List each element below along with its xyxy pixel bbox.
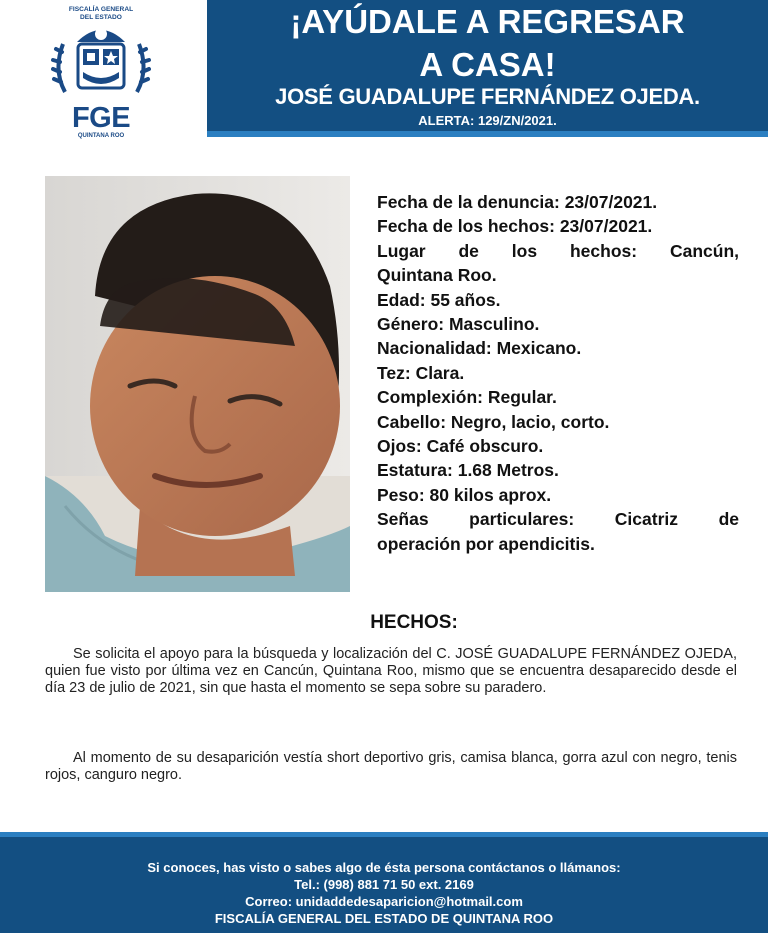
detail-marks: Señas particulares: Cicatriz de xyxy=(377,509,739,530)
detail-nationality: Nacionalidad: Mexicano. xyxy=(377,338,582,359)
detail-build: Complexión: Regular. xyxy=(377,387,557,408)
logo-agency-line2: DEL ESTADO xyxy=(80,13,122,21)
detail-weight: Peso: 80 kilos aprox. xyxy=(377,484,552,505)
detail-height: Estatura: 1.68 Metros. xyxy=(377,460,559,481)
hechos-paragraph-2: Al momento de su desaparición vestía short deportivo gris, camisa blanca, gorra azul con negro, tenis rojos, canguro negro. xyxy=(45,750,737,784)
missing-person-photo xyxy=(45,176,350,592)
hechos-title: HECHOS: xyxy=(370,612,458,633)
header-banner xyxy=(207,0,768,137)
missing-person-name: JOSÉ GUADALUPE FERNÁNDEZ OJEDA. xyxy=(275,84,700,109)
detail-gender: Género: Masculino. xyxy=(377,314,540,335)
alert-number: ALERTA: 129/ZN/2021. xyxy=(418,113,557,128)
banner-title-line1: ¡AYÚDALE A REGRESAR xyxy=(290,3,685,40)
detail-marks-cont: operación por apendicitis. xyxy=(377,533,595,554)
logo-agency-name xyxy=(40,6,162,21)
footer-call-to-action: Si conoces, has visto o sabes algo de ésta persona contáctanos o llámanos: xyxy=(147,860,621,875)
banner-title-line2: A CASA! xyxy=(419,46,556,83)
footer-agency: FISCALÍA GENERAL DEL ESTADO DE QUINTANA ROO xyxy=(214,911,554,926)
logo-state: QUINTANA ROO xyxy=(77,133,125,139)
coat-of-arms-icon xyxy=(51,20,151,104)
footer-phone: Tel.: (998) 881 71 50 ext. 2169 xyxy=(294,877,474,892)
footer-email: Correo: unidaddedesaparicion@hotmail.com xyxy=(245,894,523,909)
person-details xyxy=(377,190,739,556)
detail-event-date: Fecha de los hechos: 23/07/2021. xyxy=(377,216,653,237)
logo-acronym: FGE xyxy=(71,102,131,134)
detail-eyes: Ojos: Café obscuro. xyxy=(377,436,544,457)
fge-logo xyxy=(40,6,162,142)
detail-report-date: Fecha de la denuncia: 23/07/2021. xyxy=(377,192,658,212)
detail-hair: Cabello: Negro, lacio, corto. xyxy=(377,411,610,432)
detail-place: Lugar de los hechos: Cancún, xyxy=(377,240,739,261)
contact-footer xyxy=(0,832,768,933)
detail-complexion-tone: Tez: Clara. xyxy=(377,362,465,383)
person-photo-image xyxy=(45,176,350,592)
detail-age: Edad: 55 años. xyxy=(377,289,501,310)
hechos-paragraph-1: Se solicita el apoyo para la búsqueda y localización del C. JOSÉ GUADALUPE FERNÁNDEZ OJEDA, quien fue visto por última vez en Cancún, Quintana Roo, mismo que se encuentra desaparecido desde el día 23 de julio de 2021, sin que hasta el momento se sepa sobre su paradero. xyxy=(45,646,737,697)
logo-agency-line1: FISCALÍA GENERAL xyxy=(68,6,134,13)
detail-place-cont: Quintana Roo. xyxy=(377,265,497,286)
